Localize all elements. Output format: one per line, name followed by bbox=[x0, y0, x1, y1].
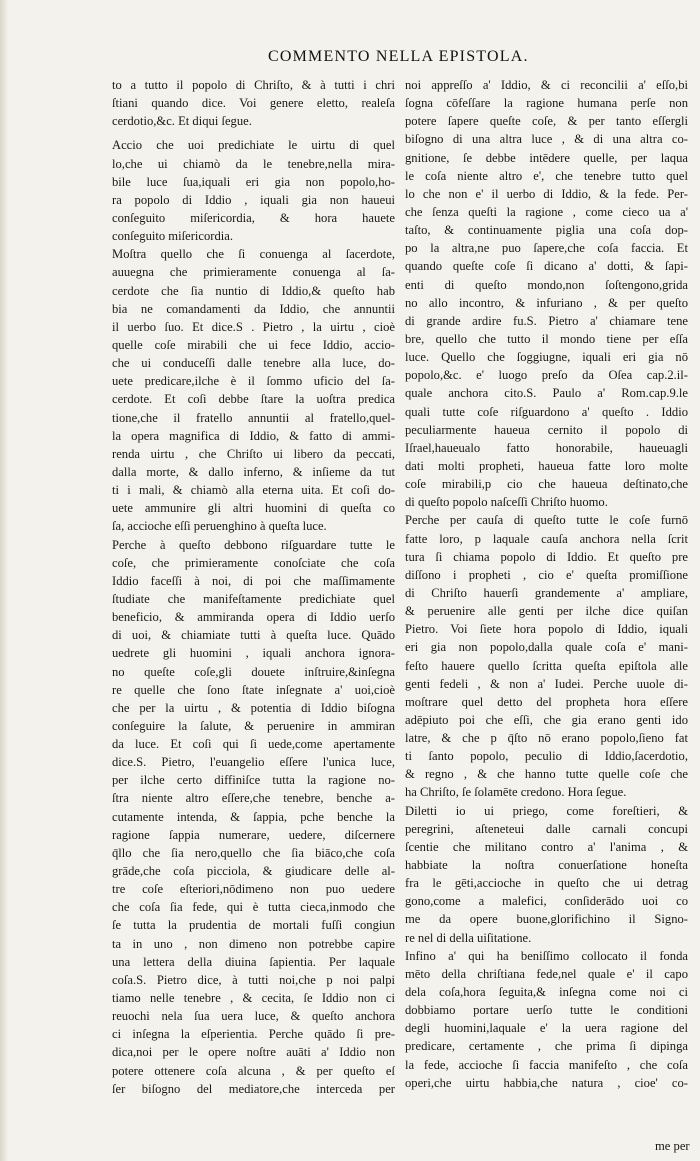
text-line: peregrini, aſteneteui dalle carnali concupi bbox=[405, 821, 688, 836]
text-line: Iſrael,haueualo fatto honorabile, haueuagli bbox=[405, 440, 688, 455]
text-line: bre, quello che tutto il mondo tiene per eſſa bbox=[405, 331, 688, 346]
text-line: dobbiamo portare uerſo tutte le conditioni bbox=[405, 1003, 688, 1018]
text-line: popolo,&c. e' luogo preſo da Oſea cap.2.il- bbox=[405, 368, 688, 383]
text-line: me da opere buone,glorifichino il Signo- bbox=[405, 912, 688, 927]
text-line: re quelle che ſono ſtate inſegnate a' uoi,cioè bbox=[112, 682, 395, 697]
catchword: me per bbox=[655, 1139, 690, 1153]
text-line: peculiarmente haueua cernito il popolo di bbox=[405, 422, 688, 437]
text-line: renda uirtu , che Chriſto ui libero da peccati, bbox=[112, 446, 395, 461]
text-line: fatte loro, p laquale cauſa anchora nella ſcrit bbox=[405, 531, 688, 546]
text-line: lo,che ui chiamò da le tenebre,nella mira- bbox=[112, 156, 395, 171]
text-line: tre coſe eſteriori,nōdimeno non puo uedere bbox=[112, 882, 395, 897]
text-line: ſogna cōfeſſare la ragione humana perſe non bbox=[405, 96, 688, 111]
text-line: uedrete gli huomini , iquali anchora ignora- bbox=[112, 646, 395, 661]
text-line: & regno , & che hanno tutte quelle coſe che bbox=[405, 767, 688, 782]
text-line: potere ſapere queſte coſe, & per tanto eſſergli bbox=[405, 114, 688, 129]
text-line: predicare, certamente , che prima ſi dipinga bbox=[405, 1039, 688, 1054]
text-line: Accio che uoi predichiate le uirtu di quel bbox=[112, 138, 395, 153]
text-line: Pietro. Voi ſiete hora popolo di Iddio, iquali bbox=[405, 622, 688, 637]
text-line: la opera magnifica di Iddio, & fatto di ammi- bbox=[112, 428, 395, 443]
text-line: taſto, & continuamente piglia una coſa dop- bbox=[405, 223, 688, 238]
text-line: auuegna che primieramente conuenga al ſa- bbox=[112, 265, 395, 280]
text-line: quelle coſe mirabili che ui fece Iddio, accio- bbox=[112, 337, 395, 352]
text-line: dica,noi per le opere noſtre auāti a' Iddio non bbox=[112, 1045, 395, 1060]
text-line: di uoi, & chiamiate tutti à queſta luce. Quādo bbox=[112, 628, 395, 643]
text-line: habbiate la noſtra conuerſatione honeſta bbox=[405, 858, 688, 873]
text-line: una lettera della diuina ſapientia. Per laquale bbox=[112, 954, 395, 969]
text-line: coſa.S. Pietro dice, à tutti noi,che p noi palpi bbox=[112, 972, 395, 987]
text-line: bile luce ſua,iquali eri gia non popolo,ho- bbox=[112, 174, 395, 189]
text-line: cutamente intenda, & ſappia, pche benche la bbox=[112, 809, 395, 824]
text-line: dela coſa,hora ſeguita,& inſegna come noi ci bbox=[405, 985, 688, 1000]
text-line: ſcentie che militano contro a' l'anima , & bbox=[405, 839, 688, 854]
text-line: reuochi nela ſua uera luce, & queſto anchora bbox=[112, 1009, 395, 1024]
text-line: lo che non e' il uerbo di Iddio, & la fede. Per- bbox=[405, 186, 688, 201]
text-line: conſeguito miſericordia. bbox=[112, 229, 233, 244]
text-line: il uerbo ſuo. Et dice.S . Pietro , la uirtu , cioè bbox=[112, 319, 395, 334]
text-line: ſe tutta la prudentia de mortali fuſſi congiun bbox=[112, 918, 395, 933]
text-line: coſe mirabili,p cio che haueua deſtinato,che bbox=[405, 477, 688, 492]
text-line: grāde,che coſa picciola, & giudicare delle al- bbox=[112, 864, 395, 879]
text-line: fra le gēti,accioche in queſto che ui detrag bbox=[405, 876, 688, 891]
text-line: noi appreſſo a' Iddio, & ci reconcilii a' eſſo,bi bbox=[405, 78, 688, 92]
text-line: Moſtra quello che ſi conuenga al ſacerdote, bbox=[112, 247, 395, 262]
text-line: eri gia non popolo,dalla quale coſa e' mani- bbox=[405, 640, 688, 655]
text-line: coſe, che primieramente conoſciate che coſa bbox=[112, 555, 395, 570]
text-line: di queſto popolo naſceſſi Chriſto huomo. bbox=[405, 495, 608, 510]
text-line: che ui conduceſſi dalle tenebre alla luce, do- bbox=[112, 356, 395, 371]
text-line: no allo incontro, & infuriano , & per queſto bbox=[405, 295, 688, 310]
text-line: quando queſte coſe ſi dicano a' dotti, & ſapi- bbox=[405, 259, 688, 274]
text-line: conſeguito miſericordia, & hora hauete bbox=[112, 210, 395, 225]
text-line: mēto della chriſtiana fede,nel quale e' il capo bbox=[405, 966, 688, 981]
text-line: feſto hauere quello ſcritta queſta epiſtola alle bbox=[405, 658, 688, 673]
text-line: to a tutto il popolo di Chriſto, & à tutti i chri bbox=[112, 78, 395, 92]
text-line: ti ſanto popolo, peculio di Iddio,ſacerdotio, bbox=[405, 749, 688, 764]
text-line: genti fedeli , & non a' Iudei. Perche uuole di- bbox=[405, 676, 688, 691]
text-line: ci inſegna la eſperientia. Perche quādo ſi pre- bbox=[112, 1027, 395, 1042]
text-line: uete ammunire gli altri huomini di queſta co bbox=[112, 501, 395, 516]
text-line: da luce. Et coſi qui ſi uede,come apertamente bbox=[112, 737, 395, 752]
text-line: gono,come a malefici, conſiderādo uoi co bbox=[405, 894, 688, 909]
text-line: di Chriſto hauerſi grandemente a' ampliare, bbox=[405, 585, 688, 600]
text-line: adēpiuto poi che eſſi, che gia erano genti ido bbox=[405, 712, 688, 727]
text-line: no queſte coſe,gli douete inſtruire,&inſegna bbox=[112, 664, 395, 679]
text-line: Infino a' qui ha beniſſimo collocato il fonda bbox=[405, 948, 688, 963]
text-line: uete predicare,ilche è il ſommo uficio del ſa- bbox=[112, 374, 395, 389]
text-line: dati molti propheti, haueua fatte loro molte bbox=[405, 458, 688, 473]
text-line: quali tutte coſe riſguardono a' queſto . Iddio bbox=[405, 404, 688, 419]
text-line: gnitione, ſe debbe intēdere quelle, per laqua bbox=[405, 150, 688, 165]
text-line: cerdotio,&c. Et diqui ſegue. bbox=[112, 114, 252, 129]
text-line: che coſa ſia fede, qui è tutta cieca,inmodo che bbox=[112, 900, 395, 915]
text-line: ſa, accioche eſſi peruenghino à queſta luce. bbox=[112, 519, 327, 534]
text-line: ragione ſappia numerare, uedere, diſcernere bbox=[112, 827, 395, 842]
text-line: beneficio, & ammiranda opera di Iddio uerſo bbox=[112, 610, 395, 625]
text-line: per ilche certo diffiniſce tutta la ragione no- bbox=[112, 773, 395, 788]
text-line: ſer biſogno del mediatore,che interceda per bbox=[112, 1081, 395, 1096]
text-line: ſtra niente altro eſſere,che tenebre, benche a- bbox=[112, 791, 395, 806]
text-line: Iddio faceſſi à noi, di poi che maſſimamente bbox=[112, 573, 395, 588]
text-line: luce. Quello che ſoggiugne, iquali eri gia nō bbox=[405, 350, 688, 365]
text-line: che ſenza queſti la ragione , come cieco ua a' bbox=[405, 204, 688, 219]
text-line: Perche per cauſa di queſto tutte le coſe furnō bbox=[405, 513, 688, 528]
text-line: la fede, accioche ſi faccia manifeſto , che coſa bbox=[405, 1057, 688, 1072]
text-line: operi,che uirtu habbia,che natura , cioe' co- bbox=[405, 1075, 688, 1090]
text-line: re nel di della uiſitatione. bbox=[405, 930, 532, 945]
page-gutter-shadow bbox=[0, 0, 8, 1161]
text-line: diſſono i propheti , cio e' queſta promiſſione bbox=[405, 567, 688, 582]
text-line: Perche à queſto debbono riſguardare tutte le bbox=[112, 537, 395, 552]
text-line: moſtrare quel detto del propheta hora eſſere bbox=[405, 694, 688, 709]
text-line: di grande ardire fu.S. Pietro a' chiamare tene bbox=[405, 313, 688, 328]
text-line: quale anchora cito.S. Paulo a' Rom.cap.9.le bbox=[405, 386, 688, 401]
text-line: le coſa niente altro e', che tenebre tutto quel bbox=[405, 168, 688, 183]
text-line: cerdote. Et coſi debbe ſtare la uoſtra predica bbox=[112, 392, 395, 407]
text-line: latre, & che p q̄ſto nō erano popolo,ſieno fat bbox=[405, 731, 688, 746]
text-line: ra popolo di Iddio , iquali gia non haueui bbox=[112, 192, 395, 207]
text-line: ti i mali, & chiamò alla eterna uita. Et coſi do- bbox=[112, 483, 395, 498]
text-line: ſtudiate che manifeſtamente predichiate quel bbox=[112, 591, 395, 606]
running-head: COMMENTO NELLA EPISTOLA. bbox=[268, 48, 529, 65]
text-line: tione,che il fratello annuntii al fratello,quel- bbox=[112, 410, 395, 425]
text-line: po la altra,ne puo ſapere,che coſa faccia. Et bbox=[405, 241, 688, 256]
text-line: degli huomini,laquale e' la uera ragione del bbox=[405, 1021, 688, 1036]
text-line: ha Chriſto, ſe ſolamēte credono. Hora ſegue. bbox=[405, 785, 627, 800]
text-line: cerdote che ſia nuntio di Iddio,& queſto hab bbox=[112, 283, 395, 298]
text-line: tiamo nelle tenebre , & cecita, ſe Iddio non ci bbox=[112, 991, 395, 1006]
left-text-column bbox=[112, 76, 395, 1098]
text-line: ſtiani quando dice. Voi genere eletto, realeſa bbox=[112, 96, 395, 111]
text-line: Diletti io ui priego, come foreſtieri, & bbox=[405, 803, 688, 818]
right-text-column bbox=[405, 76, 688, 1092]
text-line: dice.S. Pietro, l'euangelio eſſere l'unica luce, bbox=[112, 755, 395, 770]
text-line: ta in uno , non dimeno non potrebbe capire bbox=[112, 936, 395, 951]
text-line: tura ſi chiama popolo di Iddio. Et queſto pre bbox=[405, 549, 688, 564]
text-line: q̄llo che ſia nero,quello che ſia biāco,che coſa bbox=[112, 845, 395, 860]
text-line: che per la uirtu , & potentia di Iddio biſogna bbox=[112, 700, 395, 715]
text-line: conſeguire la ſalute, & peruenire in ammiran bbox=[112, 718, 395, 733]
text-line: biſogno di una altra luce , & di una altra co- bbox=[405, 132, 688, 147]
text-line: dalla morte, & dallo inferno, & inſieme da tut bbox=[112, 464, 395, 479]
text-line: enti di queſto mondo,non ſoſtengono,grida bbox=[405, 277, 688, 292]
text-line: bia ne comandamenti da Iddio, che annuntii bbox=[112, 301, 395, 316]
text-line: & peruenire alle genti per ilche dice quiſan bbox=[405, 604, 688, 619]
text-line: potere ottenere coſa alcuna , & per queſto eſ bbox=[112, 1063, 395, 1078]
